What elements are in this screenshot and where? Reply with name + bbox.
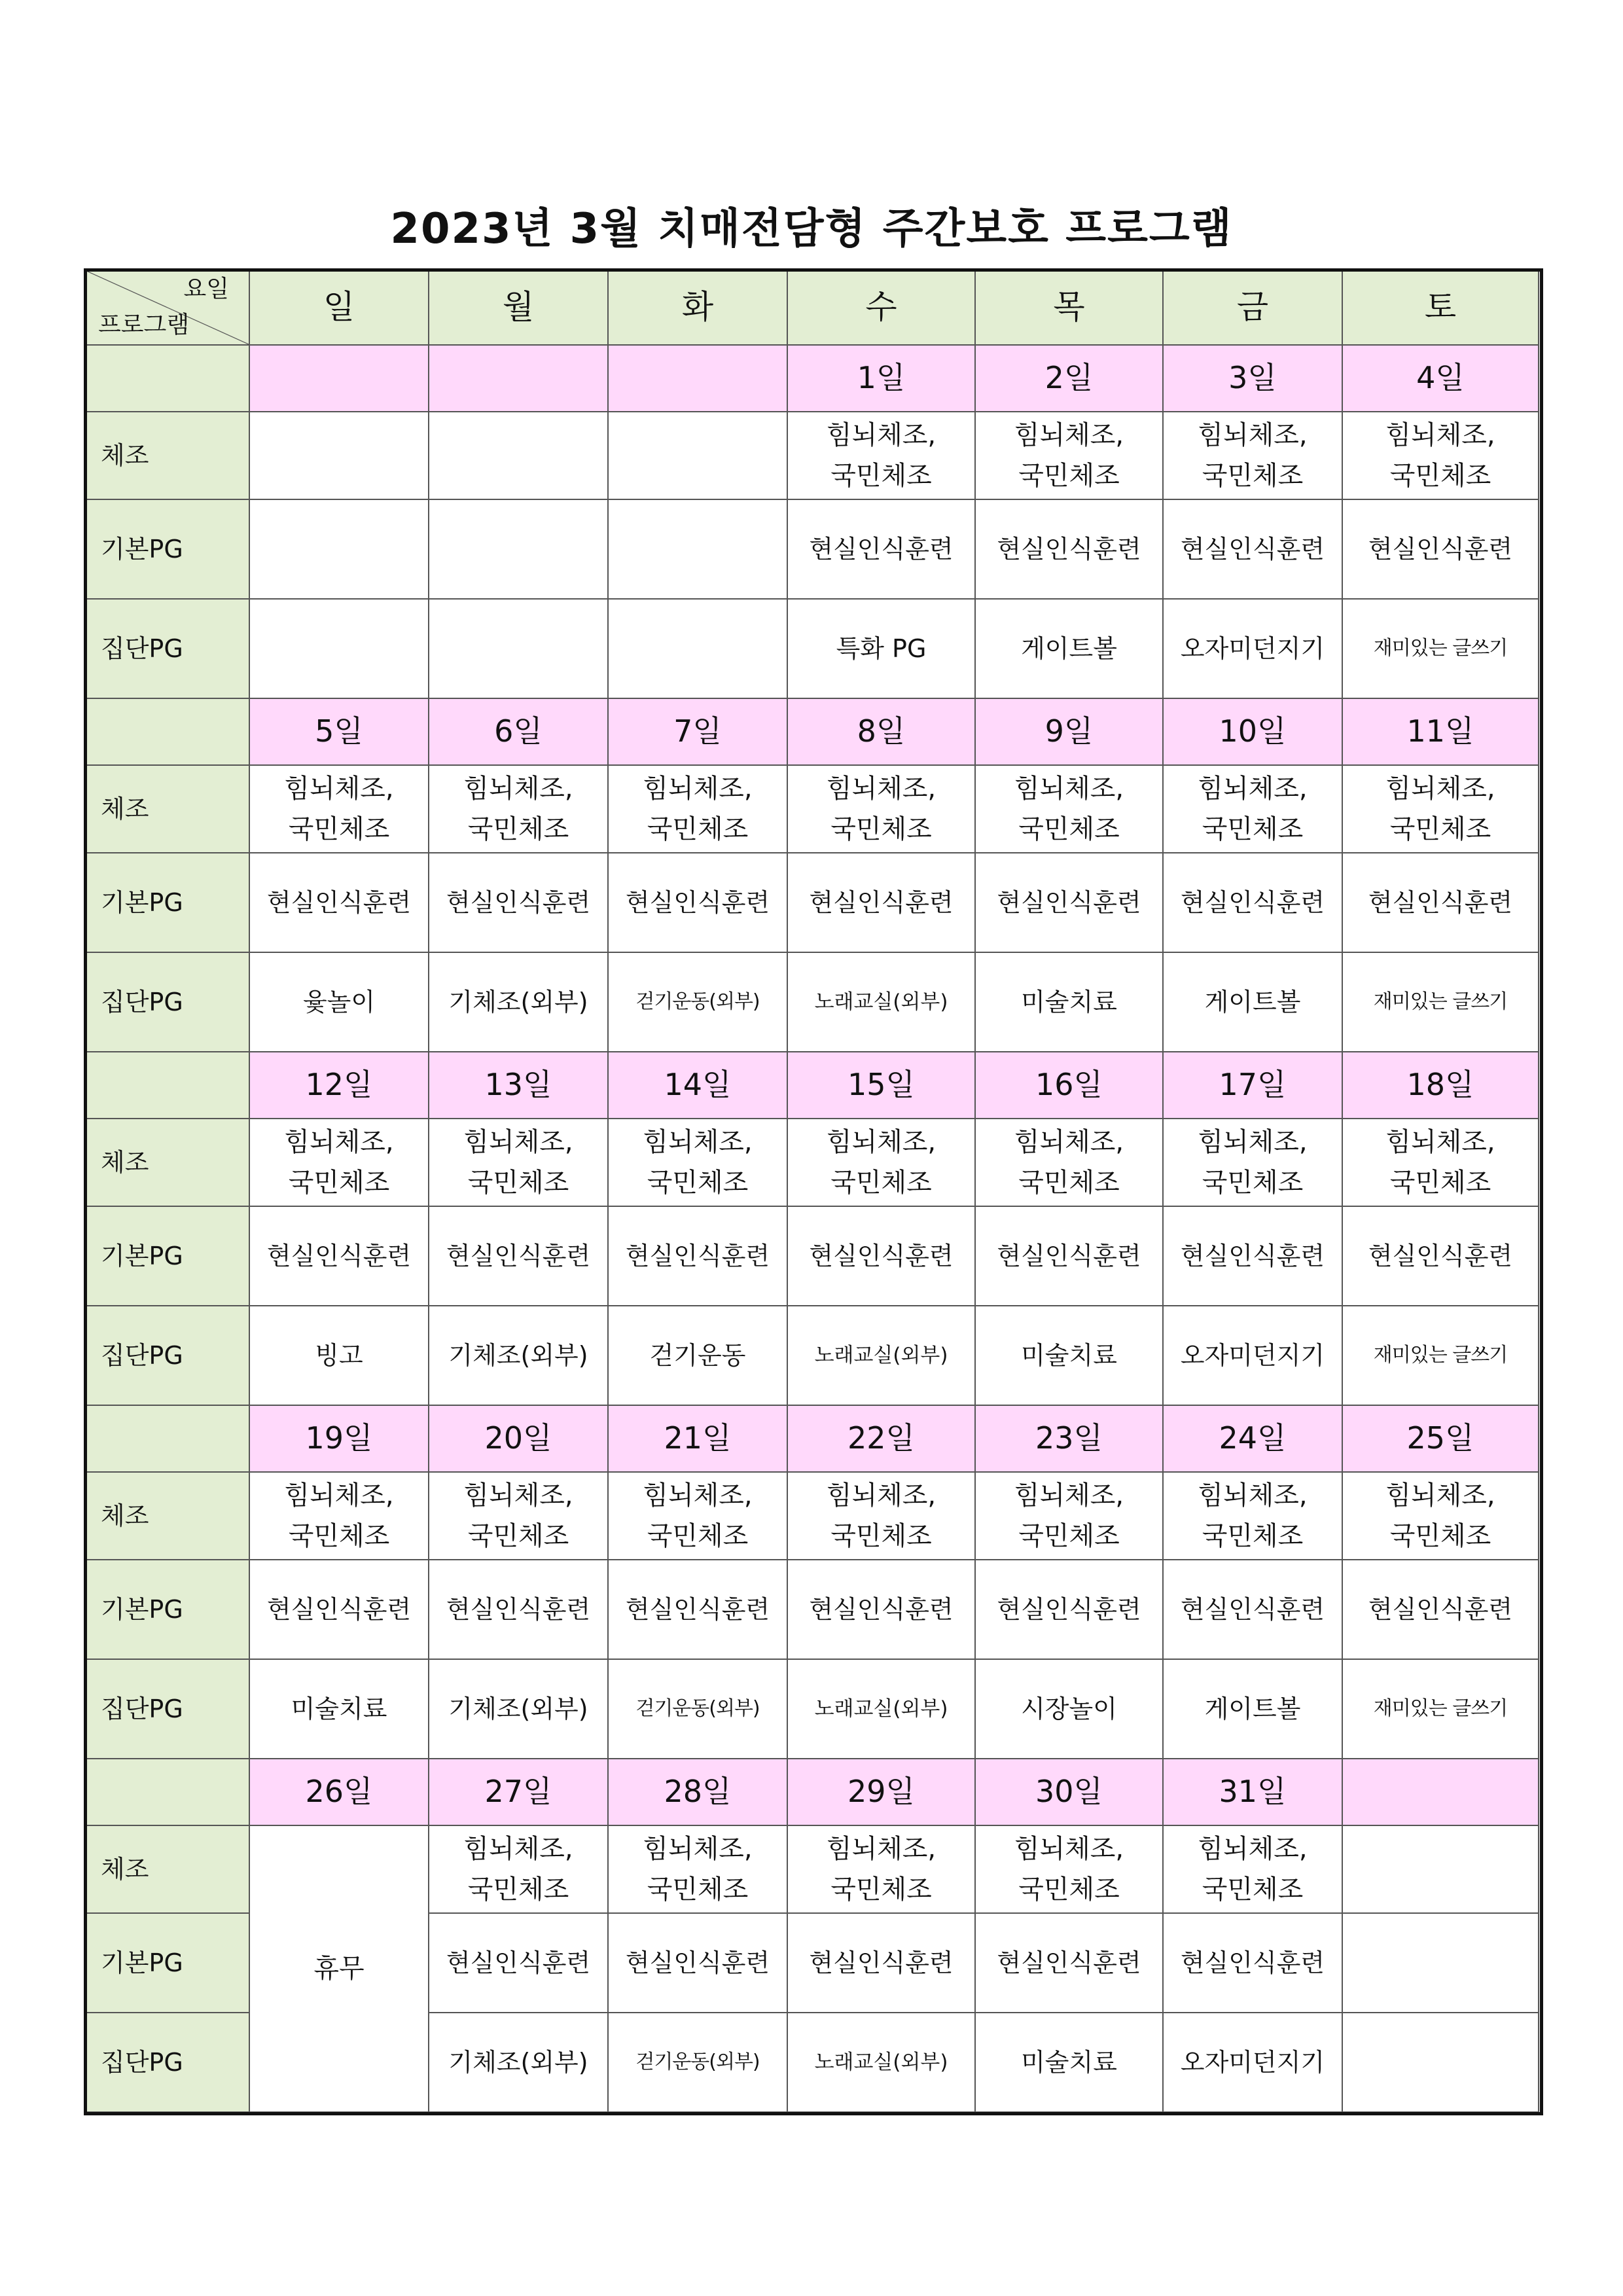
basic-cell: 현실인식훈련 [1163, 853, 1342, 952]
date-cell: 10일 [1163, 698, 1342, 765]
basic-pg-row [86, 1560, 1539, 1659]
exercise-cell: 힘뇌체조, 국민체조 [1163, 765, 1342, 853]
group-pg-row [86, 952, 1539, 1052]
group-cell: 재미있는 글쓰기 [1342, 599, 1539, 698]
group-pg-row [86, 1306, 1539, 1405]
exercise-cell: 힘뇌체조, 국민체조 [1342, 765, 1539, 853]
exercise-cell: 힘뇌체조, 국민체조 [787, 1472, 975, 1560]
basic-cell: 현실인식훈련 [608, 853, 787, 952]
exercise-cell: 힘뇌체조, 국민체조 [429, 1472, 608, 1560]
group-cell: 재미있는 글쓰기 [1342, 1306, 1539, 1405]
row-label: 집단PG [86, 952, 249, 1052]
weekday-tue: 화 [608, 270, 787, 345]
exercise-cell: 힘뇌체조, 국민체조 [787, 412, 975, 499]
exercise-cell: 힘뇌체조, 국민체조 [429, 1119, 608, 1206]
date-cell: 1일 [787, 345, 975, 412]
basic-cell: 현실인식훈련 [975, 499, 1163, 599]
basic-cell [249, 499, 429, 599]
exercise-cell: 힘뇌체조, 국민체조 [608, 765, 787, 853]
exercise-cell: 힘뇌체조, 국민체조 [249, 765, 429, 853]
row-label: 기본PG [86, 1206, 249, 1306]
date-cell: 13일 [429, 1052, 608, 1119]
basic-cell: 현실인식훈련 [975, 1913, 1163, 2013]
group-cell: 걷기운동(외부) [608, 952, 787, 1052]
row-label-empty [86, 1052, 249, 1119]
exercise-cell: 힘뇌체조, 국민체조 [249, 1119, 429, 1206]
weekday-wed: 수 [787, 270, 975, 345]
basic-cell: 현실인식훈련 [249, 1560, 429, 1659]
holiday-cell: 휴무 [249, 1825, 429, 2112]
group-cell: 걷기운동 [608, 1306, 787, 1405]
date-cell: 19일 [249, 1405, 429, 1472]
exercise-cell: 힘뇌체조, 국민체조 [608, 1825, 787, 1913]
date-row [86, 345, 1539, 412]
exercise-cell: 힘뇌체조, 국민체조 [1342, 412, 1539, 499]
exercise-cell: 힘뇌체조, 국민체조 [975, 1119, 1163, 1206]
date-row [86, 1405, 1539, 1472]
basic-cell: 현실인식훈련 [1163, 499, 1342, 599]
row-label: 체조 [86, 765, 249, 853]
row-label: 기본PG [86, 499, 249, 599]
basic-pg-row [86, 1206, 1539, 1306]
date-cell: 9일 [975, 698, 1163, 765]
exercise-cell: 힘뇌체조, 국민체조 [1163, 1119, 1342, 1206]
group-cell: 미술치료 [249, 1659, 429, 1759]
exercise-row [86, 412, 1539, 499]
group-cell: 오자미던지기 [1163, 599, 1342, 698]
date-cell: 7일 [608, 698, 787, 765]
group-cell: 걷기운동(외부) [608, 1659, 787, 1759]
group-cell: 기체조(외부) [429, 1659, 608, 1759]
basic-cell [429, 499, 608, 599]
exercise-cell: 힘뇌체조, 국민체조 [787, 1119, 975, 1206]
basic-cell: 현실인식훈련 [787, 853, 975, 952]
exercise-cell: 힘뇌체조, 국민체조 [429, 765, 608, 853]
date-cell: 4일 [1342, 345, 1539, 412]
date-cell: 14일 [608, 1052, 787, 1119]
exercise-cell [608, 412, 787, 499]
date-cell: 2일 [975, 345, 1163, 412]
row-label: 체조 [86, 1472, 249, 1560]
exercise-cell: 힘뇌체조, 국민체조 [1342, 1472, 1539, 1560]
basic-cell: 현실인식훈련 [787, 499, 975, 599]
basic-pg-row [86, 499, 1539, 599]
date-cell: 3일 [1163, 345, 1342, 412]
group-cell: 게이트볼 [975, 599, 1163, 698]
date-row [86, 1759, 1539, 1825]
basic-cell: 현실인식훈련 [1163, 1560, 1342, 1659]
group-cell: 노래교실(외부) [787, 2013, 975, 2112]
exercise-cell: 힘뇌체조, 국민체조 [975, 412, 1163, 499]
date-cell: 16일 [975, 1052, 1163, 1119]
date-cell: 27일 [429, 1759, 608, 1825]
date-cell: 15일 [787, 1052, 975, 1119]
basic-cell: 현실인식훈련 [787, 1206, 975, 1306]
group-cell [249, 599, 429, 698]
row-label-empty [86, 698, 249, 765]
exercise-cell: 힘뇌체조, 국민체조 [787, 765, 975, 853]
row-label: 집단PG [86, 1659, 249, 1759]
basic-cell: 현실인식훈련 [429, 1560, 608, 1659]
weekday-sun: 일 [249, 270, 429, 345]
row-label: 집단PG [86, 599, 249, 698]
date-row [86, 698, 1539, 765]
date-cell: 17일 [1163, 1052, 1342, 1119]
group-cell: 오자미던지기 [1163, 2013, 1342, 2112]
basic-cell: 현실인식훈련 [608, 1560, 787, 1659]
basic-cell: 현실인식훈련 [1342, 1206, 1539, 1306]
group-cell: 노래교실(외부) [787, 952, 975, 1052]
exercise-row [86, 1825, 1539, 1913]
exercise-cell: 힘뇌체조, 국민체조 [1163, 1472, 1342, 1560]
row-label: 체조 [86, 412, 249, 499]
weekday-fri: 금 [1163, 270, 1342, 345]
date-cell [608, 345, 787, 412]
exercise-cell: 힘뇌체조, 국민체조 [1342, 1119, 1539, 1206]
exercise-cell: 힘뇌체조, 국민체조 [975, 765, 1163, 853]
row-label: 집단PG [86, 2013, 249, 2112]
exercise-cell: 힘뇌체조, 국민체조 [975, 1825, 1163, 1913]
exercise-cell: 힘뇌체조, 국민체조 [787, 1825, 975, 1913]
exercise-cell [1342, 1825, 1539, 1913]
date-cell: 18일 [1342, 1052, 1539, 1119]
date-cell [1342, 1759, 1539, 1825]
date-row [86, 1052, 1539, 1119]
date-cell: 29일 [787, 1759, 975, 1825]
group-cell: 재미있는 글쓰기 [1342, 952, 1539, 1052]
weekday-header-row [86, 270, 1539, 345]
date-cell: 5일 [249, 698, 429, 765]
basic-cell: 현실인식훈련 [249, 853, 429, 952]
basic-pg-row [86, 853, 1539, 952]
basic-cell: 현실인식훈련 [975, 1560, 1163, 1659]
row-label: 기본PG [86, 1913, 249, 2013]
row-label: 기본PG [86, 853, 249, 952]
date-cell: 12일 [249, 1052, 429, 1119]
group-cell: 윷놀이 [249, 952, 429, 1052]
date-cell: 21일 [608, 1405, 787, 1472]
date-cell [249, 345, 429, 412]
group-cell: 걷기운동(외부) [608, 2013, 787, 2112]
group-cell: 기체조(외부) [429, 952, 608, 1052]
date-cell: 6일 [429, 698, 608, 765]
basic-cell: 현실인식훈련 [1163, 1913, 1342, 2013]
exercise-row [86, 1119, 1539, 1206]
program-schedule-table [85, 270, 1539, 2113]
date-cell: 25일 [1342, 1405, 1539, 1472]
group-cell [429, 599, 608, 698]
group-cell: 기체조(외부) [429, 1306, 608, 1405]
group-cell: 빙고 [249, 1306, 429, 1405]
group-cell: 특화 PG [787, 599, 975, 698]
date-cell: 20일 [429, 1405, 608, 1472]
group-cell: 게이트볼 [1163, 952, 1342, 1052]
group-pg-row [86, 599, 1539, 698]
basic-cell: 현실인식훈련 [429, 853, 608, 952]
basic-cell [608, 499, 787, 599]
exercise-cell: 힘뇌체조, 국민체조 [429, 1825, 608, 1913]
row-label: 집단PG [86, 1306, 249, 1405]
group-cell: 오자미던지기 [1163, 1306, 1342, 1405]
basic-cell: 현실인식훈련 [787, 1560, 975, 1659]
exercise-cell: 힘뇌체조, 국민체조 [249, 1472, 429, 1560]
exercise-cell [429, 412, 608, 499]
row-label-empty [86, 1759, 249, 1825]
group-pg-row [86, 1659, 1539, 1759]
basic-cell: 현실인식훈련 [249, 1206, 429, 1306]
date-cell: 28일 [608, 1759, 787, 1825]
group-cell: 미술치료 [975, 2013, 1163, 2112]
date-cell: 8일 [787, 698, 975, 765]
group-cell: 노래교실(외부) [787, 1659, 975, 1759]
date-cell: 23일 [975, 1405, 1163, 1472]
group-cell [1342, 2013, 1539, 2112]
exercise-cell: 힘뇌체조, 국민체조 [975, 1472, 1163, 1560]
row-label-empty [86, 345, 249, 412]
group-cell: 기체조(외부) [429, 2013, 608, 2112]
group-cell: 재미있는 글쓰기 [1342, 1659, 1539, 1759]
group-cell: 시장놀이 [975, 1659, 1163, 1759]
date-cell: 31일 [1163, 1759, 1342, 1825]
date-cell: 22일 [787, 1405, 975, 1472]
basic-cell: 현실인식훈련 [608, 1913, 787, 2013]
date-cell: 11일 [1342, 698, 1539, 765]
weekday-mon: 월 [429, 270, 608, 345]
basic-cell: 현실인식훈련 [975, 1206, 1163, 1306]
exercise-row [86, 765, 1539, 853]
basic-cell [1342, 1913, 1539, 2013]
basic-cell: 현실인식훈련 [608, 1206, 787, 1306]
group-cell [608, 599, 787, 698]
basic-cell: 현실인식훈련 [1342, 499, 1539, 599]
corner-label-program: 프로그램 [98, 311, 190, 338]
date-cell: 30일 [975, 1759, 1163, 1825]
basic-cell: 현실인식훈련 [1342, 853, 1539, 952]
exercise-cell [249, 412, 429, 499]
row-label: 체조 [86, 1825, 249, 1913]
row-label: 기본PG [86, 1560, 249, 1659]
corner-label-day: 요일 [183, 276, 229, 302]
exercise-cell: 힘뇌체조, 국민체조 [608, 1119, 787, 1206]
basic-cell: 현실인식훈련 [787, 1913, 975, 2013]
row-label-empty [86, 1405, 249, 1472]
date-cell [429, 345, 608, 412]
exercise-cell: 힘뇌체조, 국민체조 [1163, 1825, 1342, 1913]
basic-cell: 현실인식훈련 [1342, 1560, 1539, 1659]
group-cell: 게이트볼 [1163, 1659, 1342, 1759]
exercise-cell: 힘뇌체조, 국민체조 [1163, 412, 1342, 499]
basic-cell: 현실인식훈련 [429, 1206, 608, 1306]
group-cell: 노래교실(외부) [787, 1306, 975, 1405]
basic-cell: 현실인식훈련 [429, 1913, 608, 2013]
weekday-sat: 토 [1342, 270, 1539, 345]
basic-cell: 현실인식훈련 [975, 853, 1163, 952]
exercise-row [86, 1472, 1539, 1560]
row-label: 체조 [86, 1119, 249, 1206]
date-cell: 26일 [249, 1759, 429, 1825]
group-cell: 미술치료 [975, 952, 1163, 1052]
group-cell: 미술치료 [975, 1306, 1163, 1405]
weekday-thu: 목 [975, 270, 1163, 345]
basic-cell: 현실인식훈련 [1163, 1206, 1342, 1306]
exercise-cell: 힘뇌체조, 국민체조 [608, 1472, 787, 1560]
date-cell: 24일 [1163, 1405, 1342, 1472]
header-corner-cell [86, 270, 249, 345]
page-title: 2023년 3월 치매전담형 주간보호 프로그램 [390, 205, 1233, 253]
